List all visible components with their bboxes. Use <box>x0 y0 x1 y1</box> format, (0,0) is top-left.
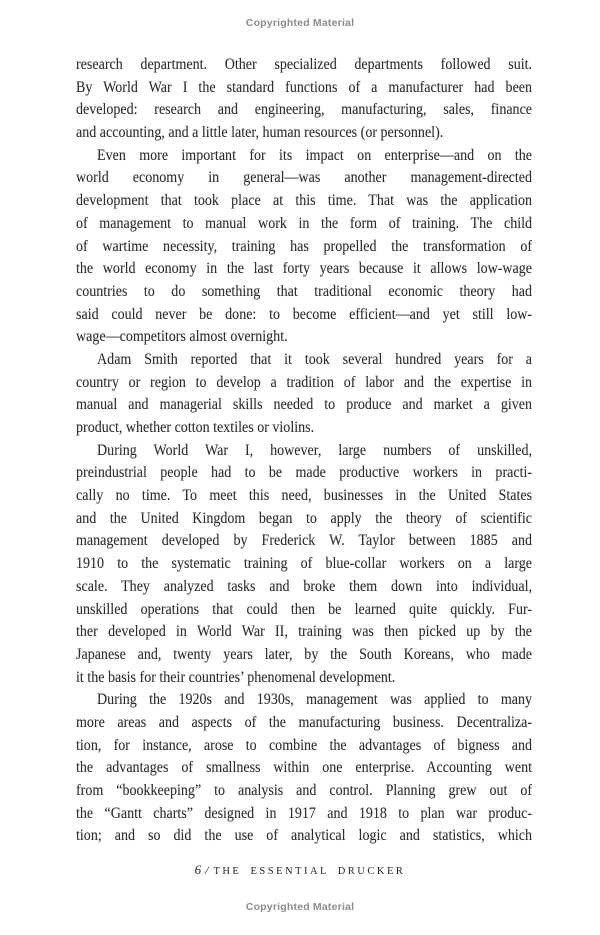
text-line: tion, for instance, arose to combine the advantages of bigness and <box>76 736 533 754</box>
paragraph <box>76 145 532 349</box>
footer-separator: / <box>205 863 209 877</box>
text-line: the “Gantt charts” designed in 1917 and 1918 to plan war produc- <box>76 804 533 822</box>
text-line: tion; and so did the use of analytical logic and statistics, which <box>76 827 533 845</box>
text-line: unskilled operations that could then be learned quite quickly. Fur- <box>76 600 533 618</box>
text-line: Japanese and, twenty years later, by the South Koreans, who made <box>76 645 533 663</box>
text-line: Even more important for its impact on enterprise—and on the <box>97 146 533 164</box>
copyright-notice-top: Copyrighted Material <box>245 17 355 29</box>
text-line: countries to do something that traditional economic theory had <box>76 282 533 300</box>
page-footer <box>0 862 600 879</box>
text-line: from “bookkeeping” to analysis and control. Planning grew out of <box>76 782 533 799</box>
paragraph <box>76 349 532 440</box>
text-line: of management to manual work in the form of training. The child <box>76 214 533 232</box>
text-line: the world economy in the last forty years because it allows low-wage <box>76 260 533 278</box>
text-line: research department. Other specialized departments followed suit. <box>76 56 533 73</box>
text-line: product, whether cotton textiles or violins. <box>76 419 315 436</box>
text-line: scale. They analyzed tasks and broke them down into individual, <box>76 577 533 595</box>
text-line: of wartime necessity, training has propelled the transformation of <box>76 237 533 255</box>
text-line: the advantages of smallness within one enterprise. Accounting went <box>76 759 533 777</box>
text-line: By World War I the standard functions of a manufacturer had been <box>76 78 533 96</box>
text-line: it the basis for their countries’ phenomenal development. <box>76 668 396 686</box>
text-line: During World War I, however, large numbers of unskilled, <box>97 441 533 459</box>
text-line: development that took place at this time. That was the application <box>76 192 533 210</box>
text-line: developed: research and engineering, manufacturing, sales, finance <box>76 101 533 119</box>
text-line: country or region to develop a tradition of labor and the expertise in <box>76 373 533 391</box>
text-line: management developed by Frederick W. Taylor between 1885 and <box>76 532 533 550</box>
text-line: preindustrial people had to be made productive workers in practi- <box>76 464 533 482</box>
text-line: more areas and aspects of the manufacturing business. Decentraliza- <box>76 713 533 731</box>
text-line: and accounting, and a little later, human resources (or personnel). <box>76 124 444 142</box>
page-number: 6 <box>194 862 203 877</box>
paragraph <box>76 54 532 145</box>
copyright-notice-bottom: Copyrighted Material <box>245 901 355 913</box>
text-line: said could never be done: to become efficient—and yet still low- <box>76 305 533 323</box>
paragraph <box>76 689 532 848</box>
paragraph <box>76 440 532 690</box>
text-line: ther developed in World War II, training was then picked up by the <box>76 623 533 641</box>
text-line: 1910 to the systematic training of blue-collar workers on a large <box>76 555 533 573</box>
text-line: cally no time. To meet this need, businesses in the United States <box>76 487 533 505</box>
text-line: wage—competitors almost overnight. <box>76 328 288 346</box>
text-line: During the 1920s and 1930s, management was applied to many <box>97 691 533 709</box>
book-title: THE ESSENTIAL DRUCKER <box>213 866 406 877</box>
text-line: world economy in general—was another management-directed <box>76 169 533 187</box>
text-line: and the United Kingdom began to apply the theory of scientific <box>76 509 533 527</box>
text-line: manual and managerial skills needed to produce and market a given <box>76 396 533 414</box>
text-line: Adam Smith reported that it took several hundred years for a <box>97 350 533 368</box>
page-body-text <box>76 54 532 848</box>
